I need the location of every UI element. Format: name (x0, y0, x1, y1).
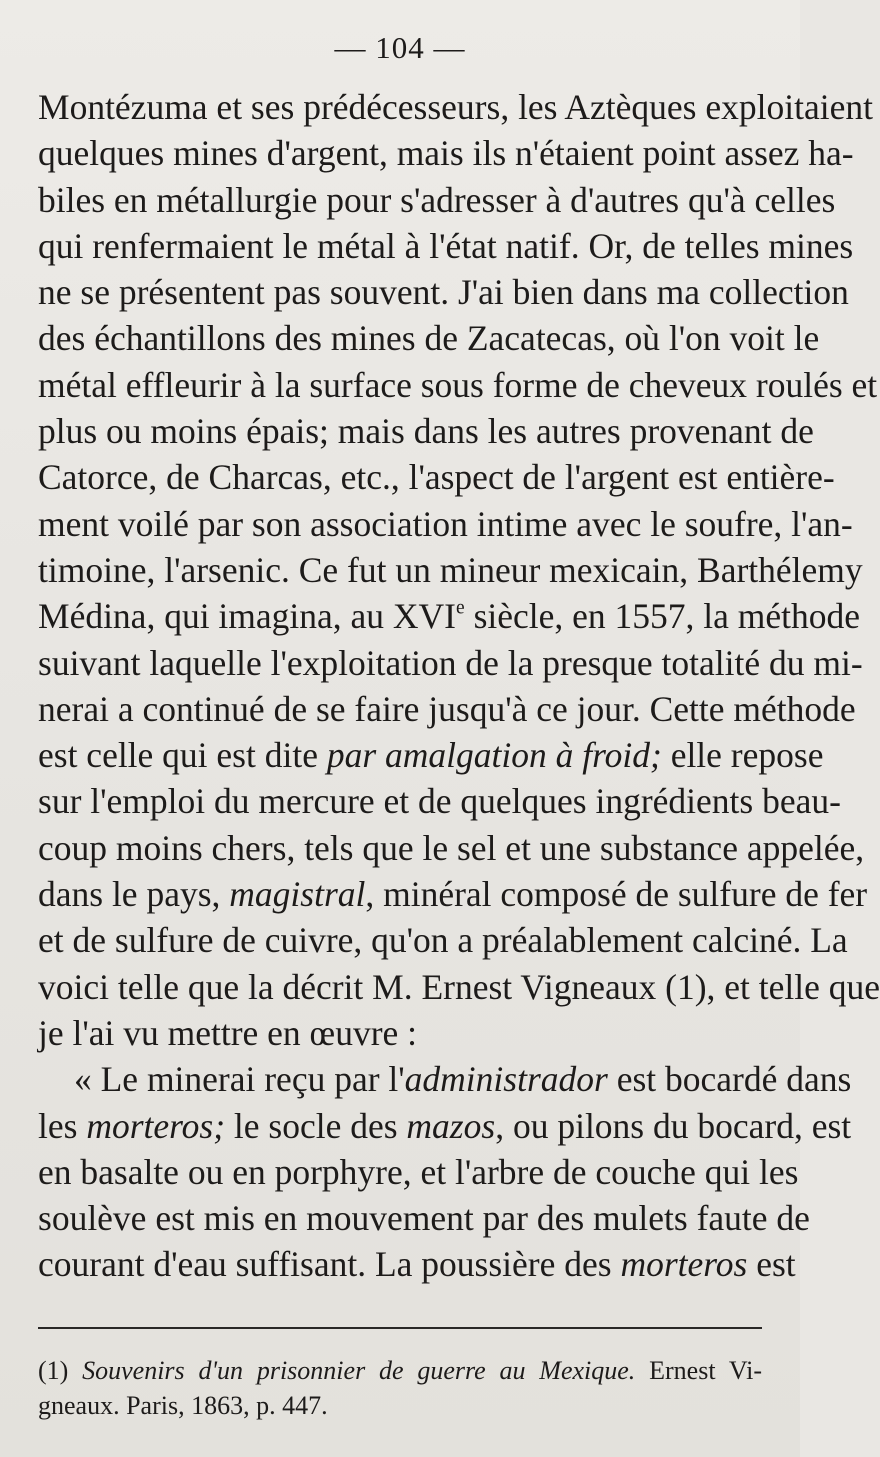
text-line: sur l'emploi du mercure et de quelques ingrédients beau- (38, 781, 841, 822)
text-run: « Le minerai reçu par l' (74, 1059, 405, 1100)
footnote-author: Ernest Vi- (635, 1356, 762, 1385)
italic-text: administrador (404, 1059, 608, 1100)
text-run: Médina, qui imagina, au XVI (38, 596, 457, 637)
superscript: e (456, 597, 465, 619)
text-line: Catorce, de Charcas, etc., l'aspect de l'argent est entière- (38, 457, 835, 498)
text-line: métal effleurir à la surface sous forme de cheveux roulés et (38, 364, 878, 405)
text-run: les (38, 1105, 87, 1146)
italic-text: magistral (229, 874, 366, 915)
text-line: des échantillons des mines de Zacatecas, où l'on voit le (38, 318, 820, 359)
text-run: est bocardé dans (607, 1059, 852, 1100)
text-line: quelques mines d'argent, mais ils n'étaient point assez ha- (38, 133, 854, 174)
text-line: Montézuma et ses prédécesseurs, les Aztèques exploitaient (38, 87, 873, 127)
footnote-divider (38, 1327, 762, 1329)
italic-text: par amalgation à froid; (326, 735, 662, 776)
text-line (38, 871, 868, 917)
text-line (38, 1241, 796, 1287)
text-run: le socle des (225, 1105, 407, 1146)
text-line: soulève est mis en mouvement par des mulets faute de (38, 1198, 810, 1239)
text-line: qui renfermaient le métal à l'état natif. Or, de telles mines (38, 225, 854, 266)
text-line: nerai a continué de se faire jusqu'à ce jour. Cette méthode (38, 688, 856, 729)
page-number: — 104 — (334, 30, 466, 65)
italic-text: mazos (406, 1105, 496, 1146)
text-line: coup moins chers, tels que le sel et une substance appelée, (38, 827, 865, 868)
text-line: suivant laquelle l'exploitation de la presque totalité du mi- (38, 642, 863, 683)
body-text (38, 84, 880, 1288)
text-line: et de sulfure de cuivre, qu'on a préalablement calciné. La (38, 920, 848, 961)
footnote-line (38, 1353, 762, 1388)
footnote-marker: (1) (38, 1356, 83, 1385)
italic-text: morteros (620, 1244, 748, 1285)
text-line: ment voilé par son association intime avec le soufre, l'an- (38, 503, 853, 544)
text-line (38, 1103, 852, 1149)
quote-line (38, 1056, 852, 1102)
text-run: , ou pilons du bocard, est (495, 1105, 852, 1146)
text-run: siècle, en 1557, la méthode (464, 596, 860, 637)
text-run: courant d'eau suffisant. La poussière des (38, 1244, 621, 1285)
text-line: timoine, l'arsenic. Ce fut un mineur mexicain, Barthélemy (38, 549, 863, 590)
footnote-title: Souvenirs d'un prisonnier de guerre au Mexique. (82, 1356, 636, 1385)
text-line: voici telle que la décrit M. Ernest Vigneaux (1), et telle que (38, 966, 880, 1007)
italic-text: morteros; (86, 1105, 226, 1146)
text-line (38, 732, 824, 778)
text-line: en basalte ou en porphyre, et l'arbre de couche qui les (38, 1151, 799, 1192)
text-line: plus ou moins épais; mais dans les autres provenant de (38, 411, 814, 452)
text-run: dans le pays, (38, 874, 230, 915)
text-run: est celle qui est dite (38, 735, 327, 776)
text-run: elle repose (661, 735, 824, 776)
text-line: ne se présentent pas souvent. J'ai bien dans ma collection (38, 272, 849, 313)
text-line: je l'ai vu mettre en œuvre : (38, 1012, 418, 1053)
footnote-line: gneaux. Paris, 1863, p. 447. (38, 1391, 328, 1420)
footnote (38, 1353, 762, 1423)
text-run: , minéral composé de sulfure de fer (365, 874, 868, 915)
text-line (38, 593, 860, 639)
text-line: biles en métallurgie pour s'adresser à d'autres qu'à celles (38, 179, 836, 220)
text-run: est (747, 1244, 796, 1285)
